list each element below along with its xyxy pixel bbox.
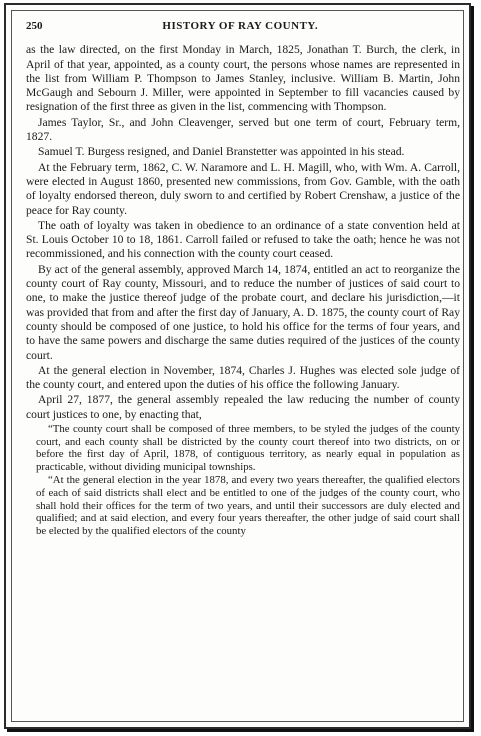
page-frame <box>4 3 471 729</box>
book-page <box>26 19 460 537</box>
paragraph: At the general election in November, 1874, Charles J. Hughes was elected sole judge of the county court, and entered upon the duties of his office the following January. <box>26 363 460 392</box>
paragraph: as the law directed, on the first Monday in March, 1825, Jonathan T. Burch, the clerk, in April of that year, appointed, as a county court, the persons whose names are represented in the list from William P. Thompson to James Stanley, inclusive. William B. Martin, John McGaugh and Sebourn J. Miller, were appointed in September to fill vacancies caused by resignation of the first three as given in the list, commencing with Thompson. <box>26 43 460 114</box>
paragraph: The oath of loyalty was taken in obedience to an ordinance of a state convention held at St. Louis October 10 to 18, 1861. Carroll failed or refused to take the oath; hence he was not recommissioned, and his connection with the county court ceased. <box>26 218 460 261</box>
paragraph: James Taylor, Sr., and John Cleavenger, served but one term of court, February term, 1827. <box>26 115 460 144</box>
quoted-statute: “At the general election in the year 1878, and every two years thereafter, the qualified electors of each of said districts shall elect and be entitled to one of the judges of the county court, who shall hold their offices for the term of two years, and until their successors are duly elected and qualified; and at said election, and every four years thereafter, the other judge of said court shall be elected by the qualified electors of the county <box>36 474 460 537</box>
quoted-statute: “The county court shall be composed of three members, to be styled the judges of the county court, and each county shall be districted by the county court thereof into two districts, on or before the first day of April, 1878, of contiguous territory, as nearly equal in population as practicable, without dividing municipal townships. <box>36 423 460 473</box>
page-header <box>26 19 460 33</box>
paragraph: April 27, 1877, the general assembly repealed the law reducing the number of county court justices to one, by enacting that, <box>26 393 460 421</box>
paragraph: Samuel T. Burgess resigned, and Daniel Branstetter was appointed in his stead. <box>38 145 405 159</box>
running-title: HISTORY OF RAY COUNTY. <box>162 20 319 32</box>
paragraph: By act of the general assembly, approved March 14, 1874, entitled an act to reorganize the county court of Ray county, Missouri, and to reduce the number of justices of said court to one, to make the justice thereof judge of the probate court, and declare his jurisdiction,—it was provided that from and after the first day of January, A. D. 1875, the county court of Ray county should be composed of one justice, to hold his office for the terms of four years, and to have the same powers and discharge the same duties required of the justices of the county court. <box>26 262 460 362</box>
paragraph: At the February term, 1862, C. W. Naramore and L. H. Magill, who, with Wm. A. Carroll, were elected in August 1860, presented new commissions, from Gov. Gamble, with the oath of loyalty endorsed thereon, duly sworn to and certified by Robert Crenshaw, a justice of the peace for Ray county. <box>26 160 460 217</box>
page-number: 250 <box>26 20 43 32</box>
